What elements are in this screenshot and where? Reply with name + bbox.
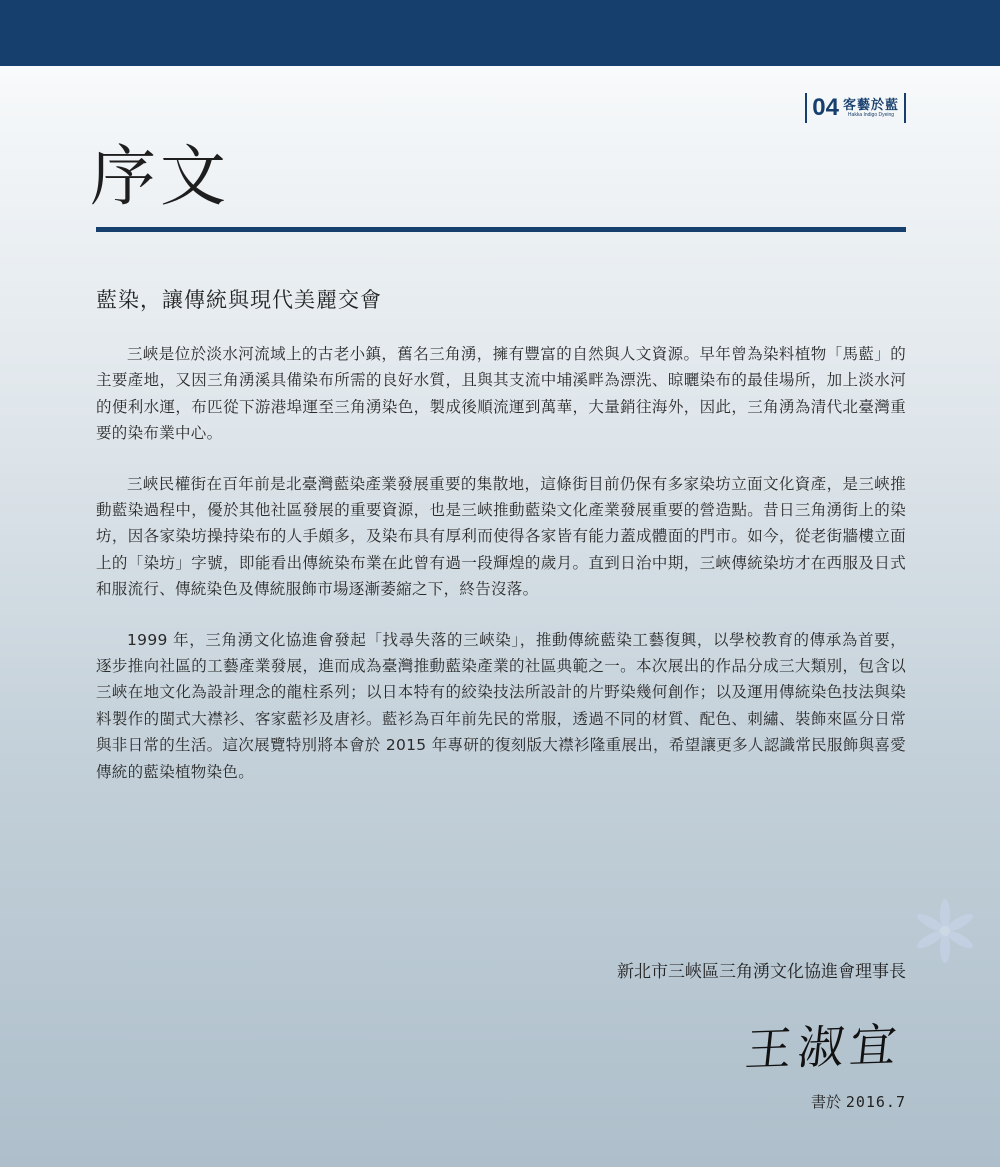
brand-logo [843,99,899,118]
page-title: 序文 [90,138,230,215]
page-marker [805,93,906,123]
title-divider [96,227,906,232]
flower-icon [912,898,978,964]
written-prefix: 書於 [811,1093,842,1111]
signer-title: 新北市三峽區三角湧文化協進會理事長 [617,962,906,982]
paragraph-3: 1999 年，三角湧文化協進會發起「找尋失落的三峽染」，推動傳統藍染工藝復興，以學校教育的傳承為首要，逐步推向社區的工藝產業發展，進而成為臺灣推動藍染產業的社區典範之一。本次展出的作品分成三大類別，包含以三峽在地文化為設計理念的龍柱系列；以日本特有的絞染技法所設計的片野染幾何創作；以及運用傳統染色技法與染料製作的閩式大襟衫、客家藍衫及唐衫。藍衫為百年前先民的常服，透過不同的材質、配色、刺繡、裝飾來區分日常與非日常的生活。這次展覽特別將本會於 2015 年專研的復刻版大襟衫隆重展出，希望讓更多人認識常民服飾與喜愛傳統的藍染植物染色。 [96,630,906,781]
page-number: 04 [812,94,839,121]
top-banner [0,0,1000,66]
article-body [96,341,906,809]
handwritten-signature: 王淑宜 [742,1017,906,1077]
article-subtitle: 藍染，讓傳統與現代美麗交會 [96,288,382,312]
paragraph-2: 三峽民權街在百年前是北臺灣藍染產業發展重要的集散地，這條街目前仍保有多家染坊立面文化資產，是三峽推動藍染過程中，優於其他社區發展的重要資源，也是三峽推動藍染文化產業發展重要的營造點。昔日三角湧街上的染坊，因各家染坊操持染布的人手頗多，及染布具有厚利而使得各家皆有能力蓋成體面的門市。如今，從老街牆樓立面上的「染坊」字號，即能看出傳統染布業在此曾有過一段輝煌的歲月。直到日治中期，三峽傳統染坊才在西服及日式和服流行、傳統染色及傳統服飾市場逐漸萎縮之下，終告沒落。 [96,474,906,599]
written-date-line [811,1088,906,1116]
written-date: 2016.7 [845,1093,906,1111]
paragraph-1: 三峽是位於淡水河流域上的古老小鎮，舊名三角湧，擁有豐富的自然與人文資源。早年曾為染料植物「馬藍」的主要產地，又因三角湧溪具備染布所需的良好水質，且與其支流中埔溪畔為漂洗、晾曬染布的最佳場所，加上淡水河的便利水運，布匹從下游港埠運至三角湧染色，製成後順流運到萬華，大量銷往海外，因此，三角湧為清代北臺灣重要的染布業中心。 [96,345,906,443]
brand-name-en: Hakka Indigo Dyeing [847,111,895,118]
brand-name-cn: 客藝於藍 [842,97,899,113]
